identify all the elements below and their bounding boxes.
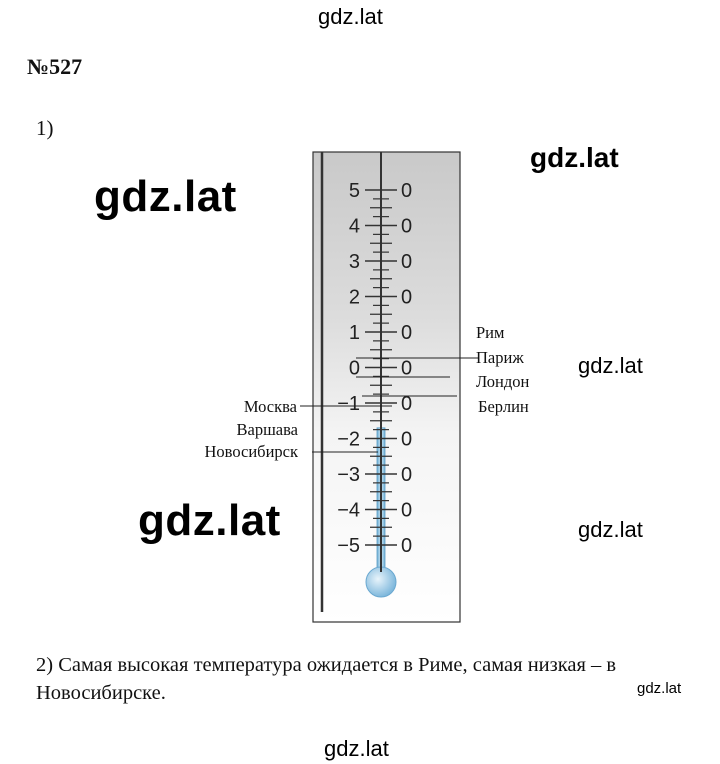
scale-label-zero: 0 bbox=[401, 428, 413, 451]
scale-label-zero: 0 bbox=[401, 286, 413, 309]
scale-label-zero: 0 bbox=[401, 393, 413, 415]
scale-label-zero: 0 bbox=[401, 215, 413, 238]
scale-label-zero: 0 bbox=[401, 499, 413, 522]
city-warsaw: Варшава bbox=[236, 420, 298, 439]
scale-label-left: −4 bbox=[337, 499, 360, 522]
scale-label-left: 3 bbox=[348, 251, 360, 273]
watermark-right-top: gdz.lat bbox=[530, 142, 619, 173]
watermark-bottom: gdz.lat bbox=[324, 736, 389, 761]
scale-label-left: −5 bbox=[337, 535, 360, 557]
city-london: Лондон bbox=[476, 372, 530, 391]
city-paris: Париж bbox=[476, 348, 524, 367]
task-number: №527 bbox=[27, 54, 83, 79]
city-rome: Рим bbox=[476, 323, 505, 342]
scale-label-left: −3 bbox=[337, 464, 360, 486]
scale-label-left: 1 bbox=[348, 322, 360, 344]
watermark-right-2: gdz.lat bbox=[578, 517, 643, 542]
city-novosibirsk: Новосибирск bbox=[204, 442, 298, 461]
scale-label-left: −2 bbox=[337, 428, 360, 451]
answer-text: 2) Самая высокая температура ожидается в Риме, самая низкая – в Новосибирске. bbox=[36, 654, 617, 704]
scale-label-left: 2 bbox=[348, 286, 360, 309]
scale-label-left: 5 bbox=[348, 180, 360, 202]
part-1-label: 1) bbox=[36, 116, 54, 140]
scale-label-zero: 0 bbox=[401, 535, 413, 557]
scale-label-zero: 0 bbox=[401, 251, 413, 273]
watermark-big-left: gdz.lat bbox=[94, 172, 237, 221]
city-berlin: Берлин bbox=[478, 397, 529, 416]
scale-label-left: 0 bbox=[348, 357, 360, 380]
thermometer-frame bbox=[313, 152, 460, 622]
scale-label-zero: 0 bbox=[401, 464, 413, 486]
scale-label-left: −1 bbox=[337, 393, 360, 415]
watermark-right-1: gdz.lat bbox=[578, 353, 643, 378]
scale-label-zero: 0 bbox=[401, 357, 413, 380]
watermark-small-right: gdz.lat bbox=[637, 680, 682, 697]
watermark-big-left-2: gdz.lat bbox=[138, 496, 281, 545]
city-moscow: Москва bbox=[243, 397, 297, 416]
scale-label-zero: 0 bbox=[401, 322, 413, 344]
scale-label-zero: 0 bbox=[401, 180, 413, 202]
scale-label-left: 4 bbox=[348, 215, 360, 238]
watermark-top: gdz.lat bbox=[318, 4, 383, 29]
